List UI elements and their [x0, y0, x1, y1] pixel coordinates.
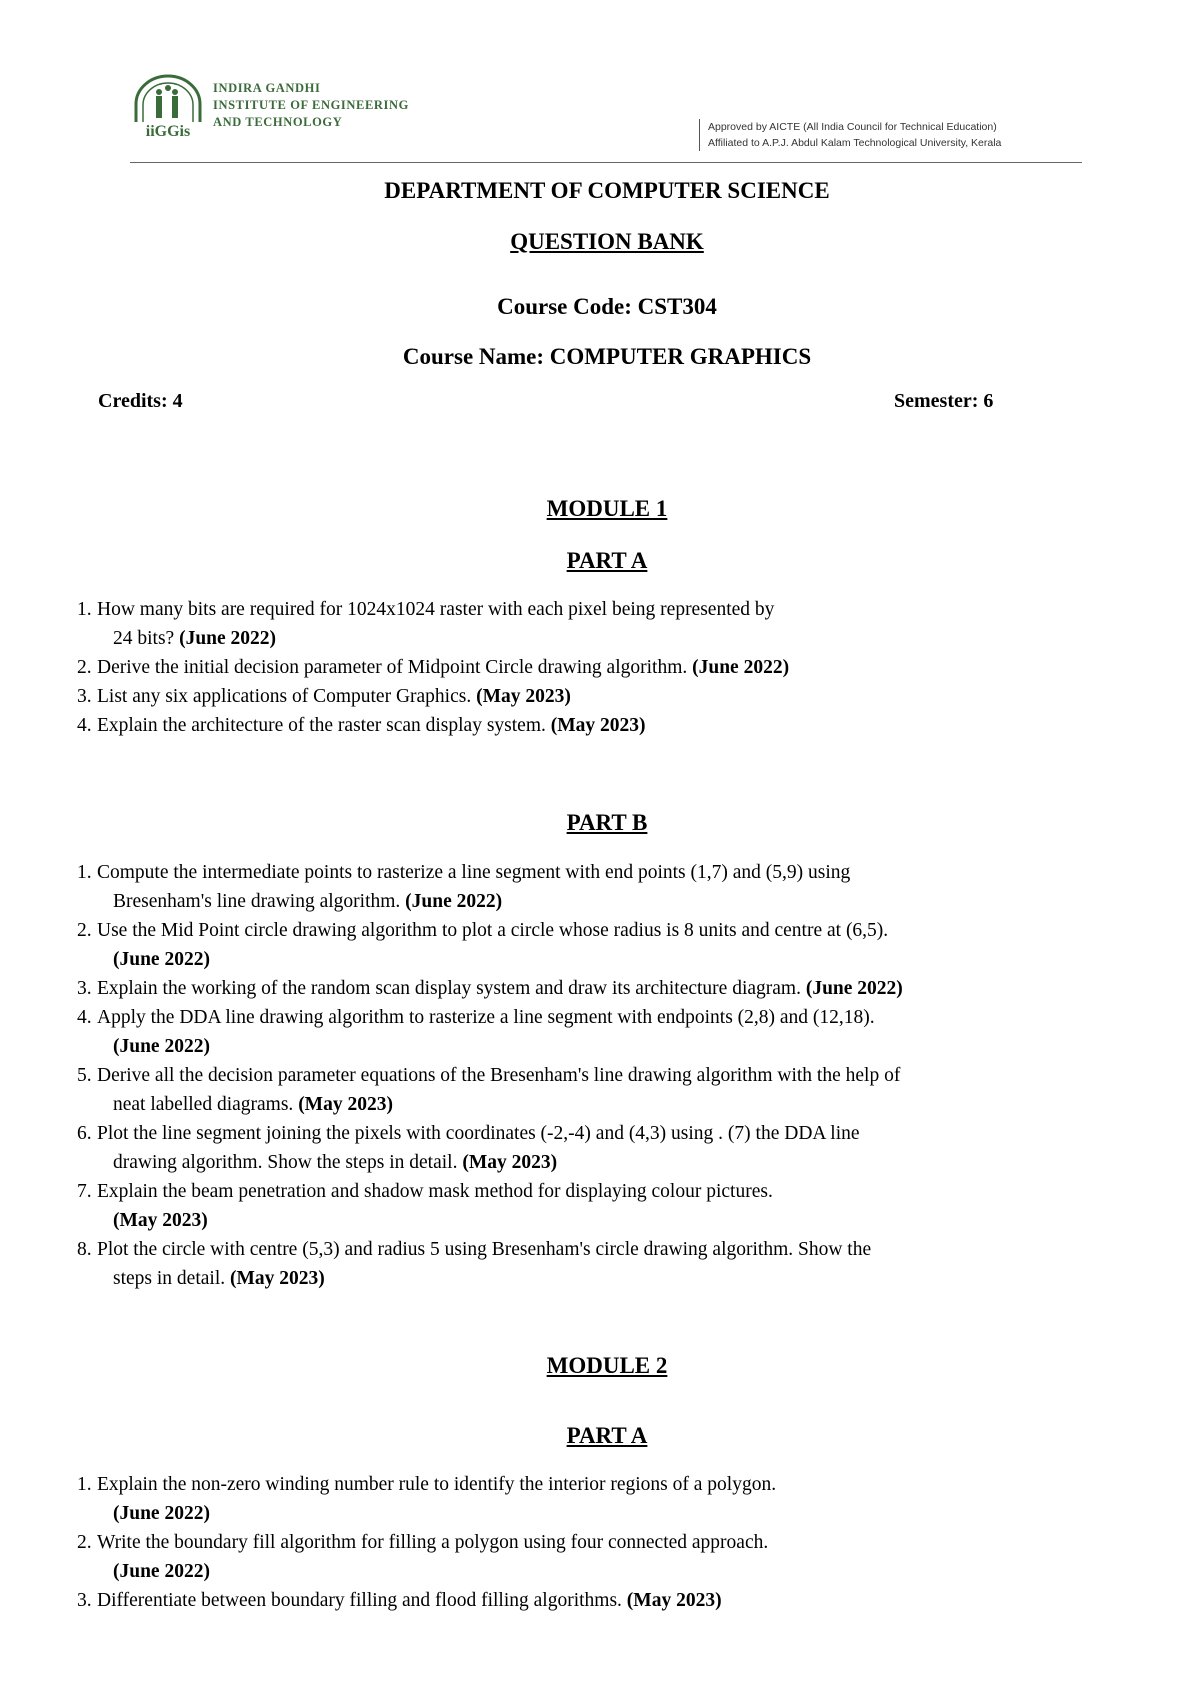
question-item: 3. Differentiate between boundary filling and flood filling algorithms. (May 2023) — [77, 1590, 722, 1611]
document-title: QUESTION BANK — [510, 229, 704, 254]
question-item: 1. Compute the intermediate points to rasterize a line segment with end points (1,7) and (5,9) using Bresenham's line drawing algorithm. (June 2022) — [77, 862, 851, 912]
approval-text — [699, 119, 1001, 151]
question-list — [77, 1470, 1127, 1615]
question-item: 3. List any six applications of Computer Graphics. (May 2023) — [77, 686, 571, 707]
header-divider — [130, 162, 1082, 163]
question-item: 1. How many bits are required for 1024x1024 raster with each pixel being represented by 24 bits? (June 2022) — [77, 599, 775, 649]
question-list — [77, 595, 1127, 740]
question-item: 8. Plot the circle with centre (5,3) and radius 5 using Bresenham's circle drawing algorithm. Show the steps in detail. (May 2023) — [77, 1239, 872, 1289]
department-title: DEPARTMENT OF COMPUTER SCIENCE — [384, 178, 830, 203]
question-item: 2. Write the boundary fill algorithm for filling a polygon using four connected approach. (June 2022) — [77, 1532, 769, 1582]
credits: Credits: 4 — [98, 390, 183, 412]
semester: Semester: 6 — [894, 390, 994, 412]
question-item: 7. Explain the beam penetration and shadow mask method for displaying colour pictures. (May 2023) — [77, 1181, 773, 1231]
question-item: 5. Derive all the decision parameter equations of the Bresenham's line drawing algorithm with the help of neat labelled diagrams. (May 2023) — [77, 1065, 901, 1115]
approval-line: Affiliated to A.P.J. Abdul Kalam Technological University, Kerala — [708, 137, 1002, 149]
part-title: PART A — [566, 548, 648, 573]
institute-line: INDIRA GANDHI — [213, 81, 321, 95]
part-title: PART B — [566, 810, 648, 835]
question-item: 6. Plot the line segment joining the pixels with coordinates (-2,-4) and (4,3) using . (7) the DDA line drawing algorithm. Show the steps in detail. (May 2023) — [77, 1123, 860, 1173]
question-item: 3. Explain the working of the random scan display system and draw its architecture diagram. (June 2022) — [77, 978, 903, 999]
question-item: 1. Explain the non-zero winding number rule to identify the interior regions of a polygon. (June 2022) — [77, 1474, 777, 1524]
module-title: MODULE 2 — [546, 1353, 668, 1378]
question-item: 4. Apply the DDA line drawing algorithm to rasterize a line segment with endpoints (2,8) and (12,18). (June 2022) — [77, 1007, 875, 1057]
module-title: MODULE 1 — [546, 496, 668, 521]
approval-line: Approved by AICTE (All India Council for Technical Education) — [708, 121, 997, 133]
question-item: 4. Explain the architecture of the raster scan display system. (May 2023) — [77, 715, 646, 736]
question-item: 2. Derive the initial decision parameter of Midpoint Circle drawing algorithm. (June 2022) — [77, 657, 790, 678]
logo-text: iiGGis — [145, 123, 191, 140]
course-name: Course Name: COMPUTER GRAPHICS — [402, 344, 812, 369]
question-item: 2. Use the Mid Point circle drawing algorithm to plot a circle whose radius is 8 units and centre at (6,5). (June 2022) — [77, 920, 889, 970]
part-title: PART A — [566, 1423, 648, 1448]
course-code: Course Code: CST304 — [497, 294, 717, 319]
institute-line: INSTITUTE OF ENGINEERING — [213, 98, 409, 112]
question-list — [77, 858, 1127, 1293]
institute-line: AND TECHNOLOGY — [213, 115, 343, 129]
institute-name — [213, 80, 409, 131]
institute-logo — [130, 74, 206, 144]
